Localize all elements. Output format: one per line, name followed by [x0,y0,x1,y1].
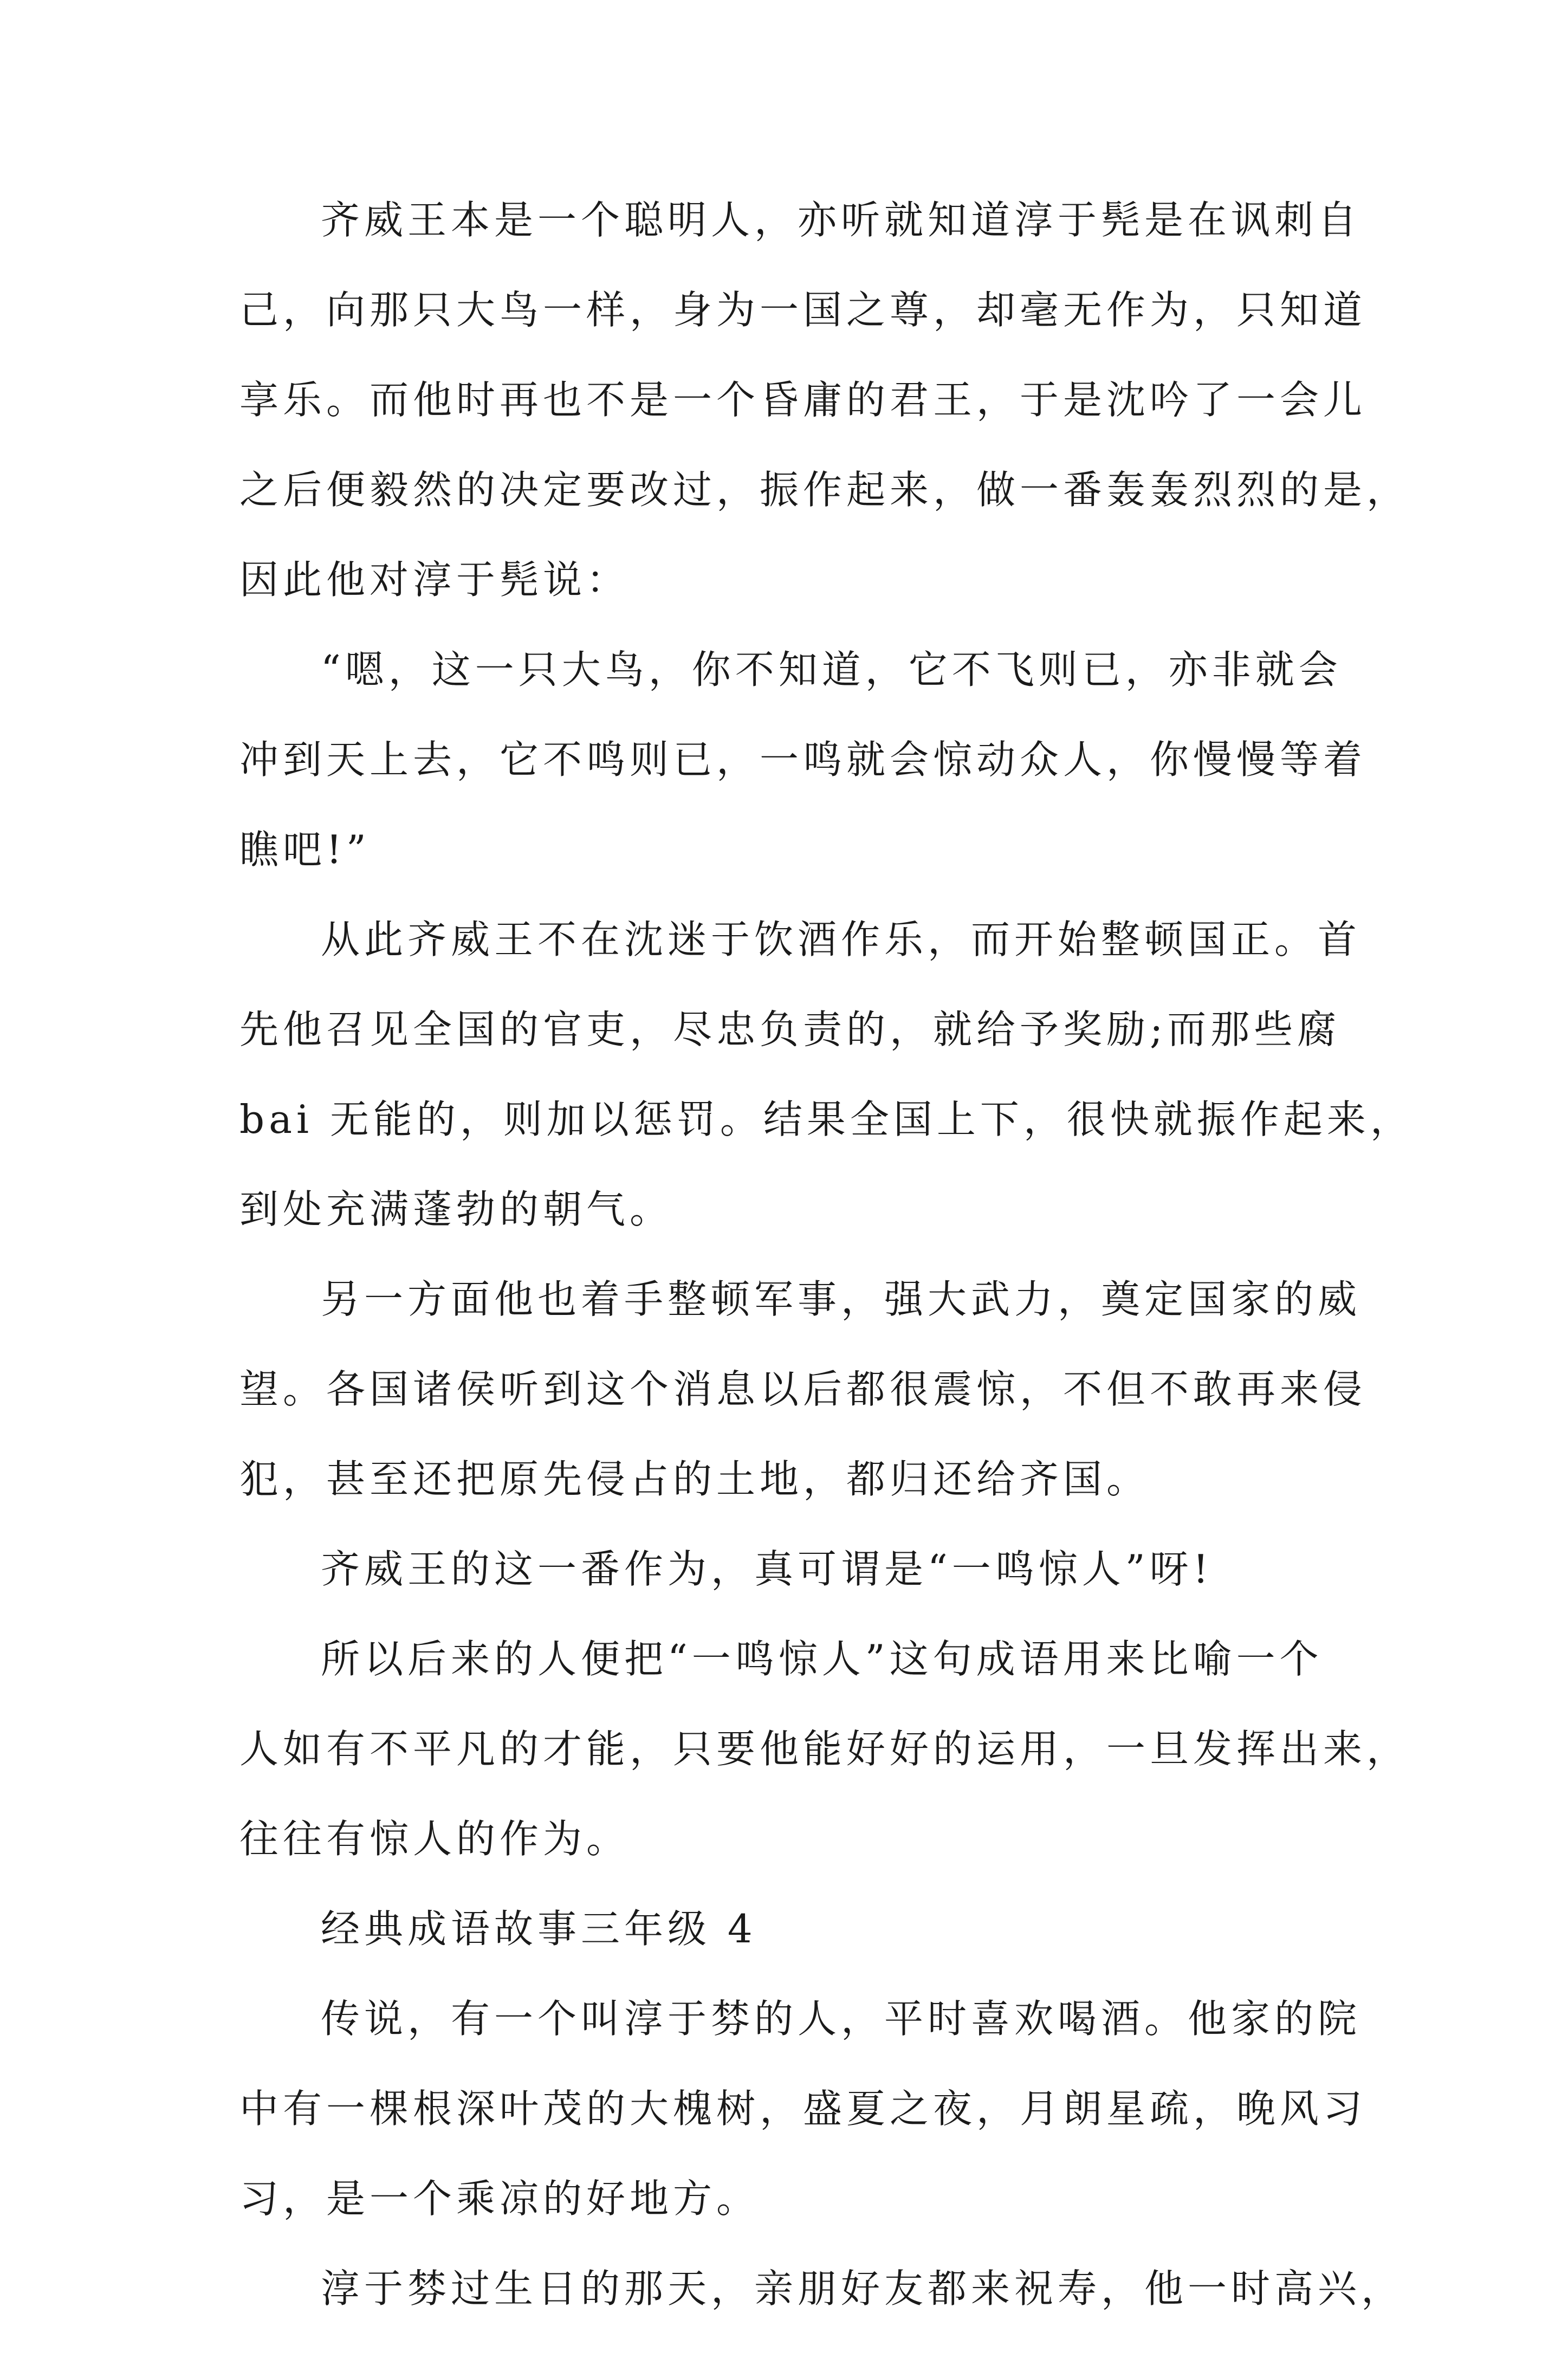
text-line: 淳于棼过生日的那天，亲朋好友都来祝寿，他一时高兴， [321,2266,1405,2311]
text-line: 习，是一个乘凉的好地方。 [239,2176,760,2221]
text-line: 人如有不平凡的才能，只要他能好好的运用，一旦发挥出来， [239,1726,1410,1772]
section-heading: 经典成语故事三年级 4 [321,1906,757,1952]
text-line: 享乐。而他时再也不是一个昏庸的君王，于是沈吟了一会儿 [239,377,1367,423]
text-line: bai 无能的，则加以惩罚。结果全国上下，很快就振作起来， [239,1097,1414,1142]
text-line: 望。各国诸侯听到这个消息以后都很震惊，不但不敢再来侵 [239,1366,1367,1412]
text-line: 冲到天上去，它不鸣则已，一鸣就会惊动众人，你慢慢等着 [239,737,1367,782]
text-line: 己，向那只大鸟一样，身为一国之尊，却毫无作为，只知道 [239,287,1367,333]
document-body [239,197,1414,2359]
text-line: 瞧吧!” [239,827,371,872]
text-line: 另一方面他也着手整顿军事，强大武力，奠定国家的威 [321,1276,1362,1322]
text-line: 从此齐威王不在沈迷于饮酒作乐，而开始整顿国正。首 [321,917,1362,962]
text-line: 犯，甚至还把原先侵占的土地，都归还给齐国。 [239,1456,1150,1502]
text-line: 因此他对淳于髡说： [239,557,630,602]
text-line: 到处充满蓬勃的朝气。 [239,1187,673,1232]
text-line: 往往有惊人的作为。 [239,1816,630,1862]
text-line: 先他召见全国的官吏，尽忠负责的，就给予奖励;而那些腐 [239,1007,1341,1052]
text-line: 齐威王的这一番作为，真可谓是“一鸣惊人”呀! [321,1546,1213,1592]
text-line: 中有一棵根深叶茂的大槐树，盛夏之夜，月朗星疏，晚风习 [239,2086,1367,2131]
text-line: 传说，有一个叫淳于棼的人，平时喜欢喝酒。他家的院 [321,1996,1362,2042]
text-line: 之后便毅然的决定要改过，振作起来，做一番轰轰烈烈的是， [239,467,1410,513]
text-line: 所以后来的人便把“一鸣惊人”这句成语用来比喻一个 [321,1636,1323,1682]
text-line: “嗯，这一只大鸟，你不知道，它不飞则已，亦非就会 [321,647,1342,692]
text-line: 齐威王本是一个聪明人，亦听就知道淳于髡是在讽刺自 [321,197,1362,243]
